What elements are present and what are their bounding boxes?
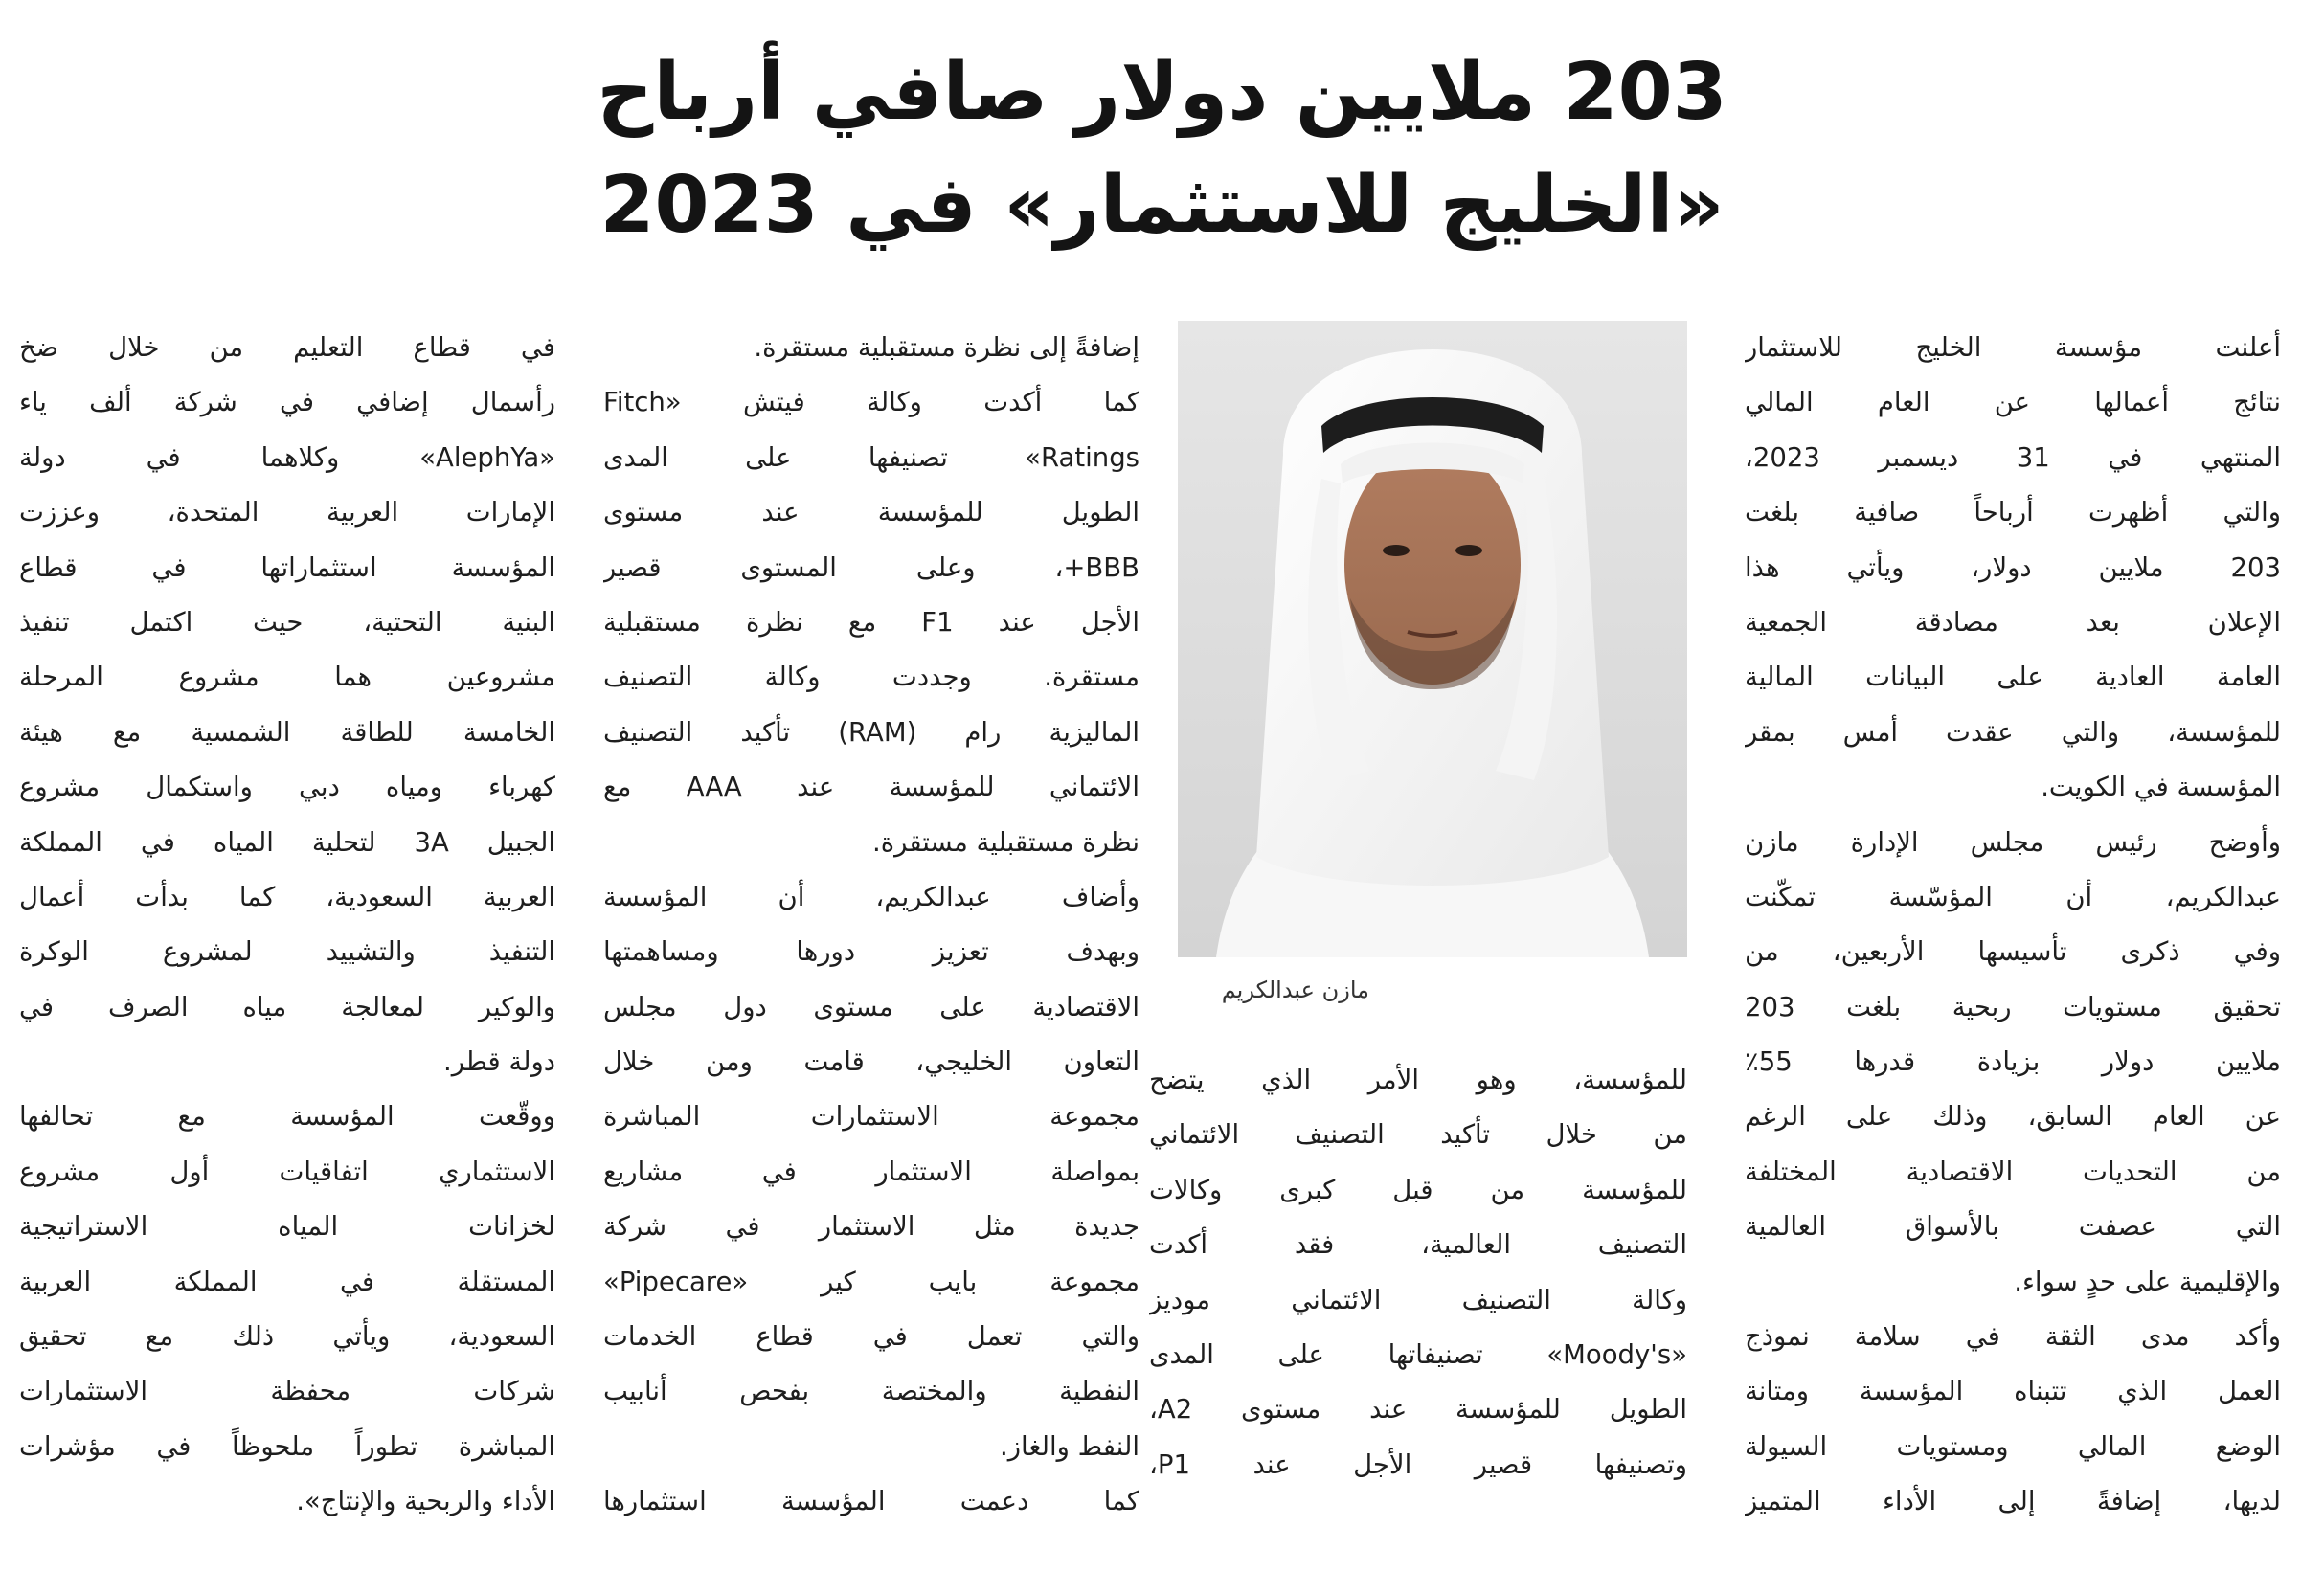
article-text-line: لخزانات المياه الاستراتيجية <box>19 1211 555 1243</box>
article-text-line: شركات محفظة الاستثمارات <box>19 1376 555 1407</box>
article-text-line: العربية السعودية، كما بدأت أعمال <box>19 881 555 912</box>
article-text-line: مجموعة الاستثمارات المباشرة <box>603 1101 1139 1133</box>
article-text-line: وأكد مدى الثقة في سلامة نموذج <box>1745 1321 2281 1353</box>
article-text-line: كما أكدت وكالة فيتش «Fitch <box>603 387 1139 418</box>
article-text-line: دولة قطر. <box>442 1046 555 1078</box>
article-text-line: من خلال تأكيد التصنيف الائتماني <box>1149 1119 1687 1151</box>
article-text-line: المستقلة في المملكة العربية <box>19 1266 555 1297</box>
article-text-line: «AlephYa» وكلاهما في دولة <box>19 441 555 473</box>
article-text-line: الائتماني للمؤسسة عند AAA مع <box>603 772 1139 803</box>
headline-line-1: 203 ملايين دولار صافي أرباح <box>597 47 1727 138</box>
article-text-line: بمواصلة الاستثمار في مشاريع <box>603 1156 1139 1187</box>
article-text-line: إضافةً إلى نظرة مستقبلية مستقرة. <box>754 332 1139 363</box>
article-text-line: الطويل للمؤسسة عند مستوى A2، <box>1149 1394 1687 1426</box>
article-text-line: مستقرة. وجددت وكالة التصنيف <box>603 662 1139 693</box>
article-column-1 <box>1745 321 2281 1530</box>
article-text-line: الأجل عند F1 مع نظرة مستقبلية <box>603 606 1139 638</box>
article-text-line: العامة العادية على البيانات المالية <box>1745 662 2281 693</box>
article-text-line: المباشرة تطوراً ملحوظاً في مؤشرات <box>19 1430 555 1462</box>
article-text-line: الجبيل 3A لتحلية المياه في المملكة <box>19 826 555 858</box>
article-text-line: وكالة التصنيف الائتماني موديز <box>1149 1284 1687 1315</box>
article-column-4 <box>19 321 555 1530</box>
article-text-line: كما دعمت المؤسسة استثمارها <box>603 1486 1139 1517</box>
article-text-line: عبدالكريم، أن المؤسّسة تمكّنت <box>1745 881 2281 912</box>
article-text-line: تحقيق مستويات ربحية بلغت 203 <box>1745 991 2281 1022</box>
article-text-line: الأداء والربحية والإنتاج». <box>296 1486 555 1517</box>
article-text-line: البنية التحتية، حيث اكتمل تنفيذ <box>19 606 555 638</box>
article-column-3 <box>603 321 1139 1530</box>
article-text-line: والإقليمية على حدٍ سواء. <box>2014 1266 2281 1297</box>
photo-caption: مازن عبدالكريم <box>1221 977 1369 1003</box>
article-text-line: Ratings» تصنيفها على المدى <box>603 441 1139 473</box>
article-text-line: التعاون الخليجي، قامت ومن خلال <box>603 1046 1139 1078</box>
article-text-line: الإمارات العربية المتحدة، وعززت <box>19 497 555 528</box>
article-text-line: «Moody's» تصنيفاتها على المدى <box>1149 1338 1687 1370</box>
article-text-line: والتي تعمل في قطاع الخدمات <box>603 1321 1139 1353</box>
article-text-line: للمؤسسة، والتي عقدت أمس بمقر <box>1745 716 2281 748</box>
article-text-line: التصنيف العالمية، فقد أكدت <box>1149 1229 1687 1261</box>
article-text-line: ملايين دولار بزيادة قدرها 55٪ <box>1745 1046 2281 1078</box>
article-text-line: 203 ملايين دولار، ويأتي هذا <box>1745 551 2281 583</box>
portrait-photo <box>1178 321 1687 957</box>
article-text-line: الماليزية رام (RAM) تأكيد التصنيف <box>603 716 1139 748</box>
article-text-line: ووقّعت المؤسسة مع تحالفها <box>19 1101 555 1133</box>
article-text-line: والتي أظهرت أرباحاً صافية بلغت <box>1745 497 2281 528</box>
article-text-line: رأسمال إضافي في شركة ألف ياء <box>19 387 555 418</box>
article-text-line: وتصنيفها قصير الأجل عند P1، <box>1149 1448 1687 1480</box>
article-text-line: عن العام السابق، وذلك على الرغم <box>1745 1101 2281 1133</box>
article-text-line: من التحديات الاقتصادية المختلفة <box>1745 1156 2281 1187</box>
article-text-line: النفطية والمختصة بفحص أنابيب <box>603 1376 1139 1407</box>
article-text-line: للمؤسسة من قبل كبرى وكالات <box>1149 1174 1687 1205</box>
article-text-line: الإعلان بعد مصادقة الجمعية <box>1745 606 2281 638</box>
article-text-line: نتائج أعمالها عن العام المالي <box>1745 387 2281 418</box>
headline <box>287 36 2037 262</box>
article-text-line: الاستثماري اتفاقيات أول مشروع <box>19 1156 555 1187</box>
article-text-line: السعودية، ويأتي ذلك مع تحقيق <box>19 1321 555 1353</box>
article-text-line: لديها، إضافةً إلى الأداء المتميز <box>1745 1486 2281 1517</box>
article-text-line: مشروعين هما مشروع المرحلة <box>19 662 555 693</box>
article-text-line: الخامسة للطاقة الشمسية مع هيئة <box>19 716 555 748</box>
article-text-line: أعلنت مؤسسة الخليج للاستثمار <box>1745 332 2281 363</box>
article-text-line: الاقتصادية على مستوى دول مجلس <box>603 991 1139 1022</box>
article-text-line: الطويل للمؤسسة عند مستوى <box>603 497 1139 528</box>
article-text-line: وفي ذكرى تأسيسها الأربعين، من <box>1745 936 2281 968</box>
article-text-line: الوضع المالي ومستويات السيولة <box>1745 1430 2281 1462</box>
article-text-line: المنتهي في 31 ديسمبر 2023، <box>1745 441 2281 473</box>
article-text-line: في قطاع التعليم من خلال ضخ <box>19 332 555 363</box>
article-column-2 <box>1149 1053 1687 1493</box>
article-text-line: مجموعة بايب كير «Pipecare» <box>603 1266 1139 1297</box>
article-text-line: جديدة مثل الاستثمار في شركة <box>603 1211 1139 1243</box>
article-text-line: كهرباء ومياه دبي واستكمال مشروع <box>19 772 555 803</box>
article-text-line: BBB+، وعلى المستوى قصير <box>603 551 1139 583</box>
article-text-line: وأوضح رئيس مجلس الإدارة مازن <box>1745 826 2281 858</box>
article-text-line: وبهدف تعزيز دورها ومساهمتها <box>603 936 1139 968</box>
article-text-line: المؤسسة في الكويت. <box>2041 772 2281 803</box>
article-text-line: للمؤسسة، وهو الأمر الذي يتضح <box>1149 1065 1687 1095</box>
article-text-line: المؤسسة استثماراتها في قطاع <box>19 551 555 583</box>
article-text-line: العمل الذي تتبناه المؤسسة ومتانة <box>1745 1376 2281 1407</box>
portrait-image <box>1178 321 1687 957</box>
article-text-line: نظرة مستقبلية مستقرة. <box>872 826 1139 858</box>
headline-line-2: «الخليج للاستثمار» في 2023 <box>599 160 1725 251</box>
article-text-line: النفط والغاز. <box>999 1430 1139 1462</box>
article-text-line: وأضاف عبدالكريم، أن المؤسسة <box>603 881 1139 912</box>
article-text-line: التي عصفت بالأسواق العالمية <box>1745 1211 2281 1243</box>
article-text-line: والوكير لمعالجة مياه الصرف في <box>19 991 555 1022</box>
article-text-line: التنفيذ والتشييد لمشروع الوكرة <box>19 936 555 968</box>
